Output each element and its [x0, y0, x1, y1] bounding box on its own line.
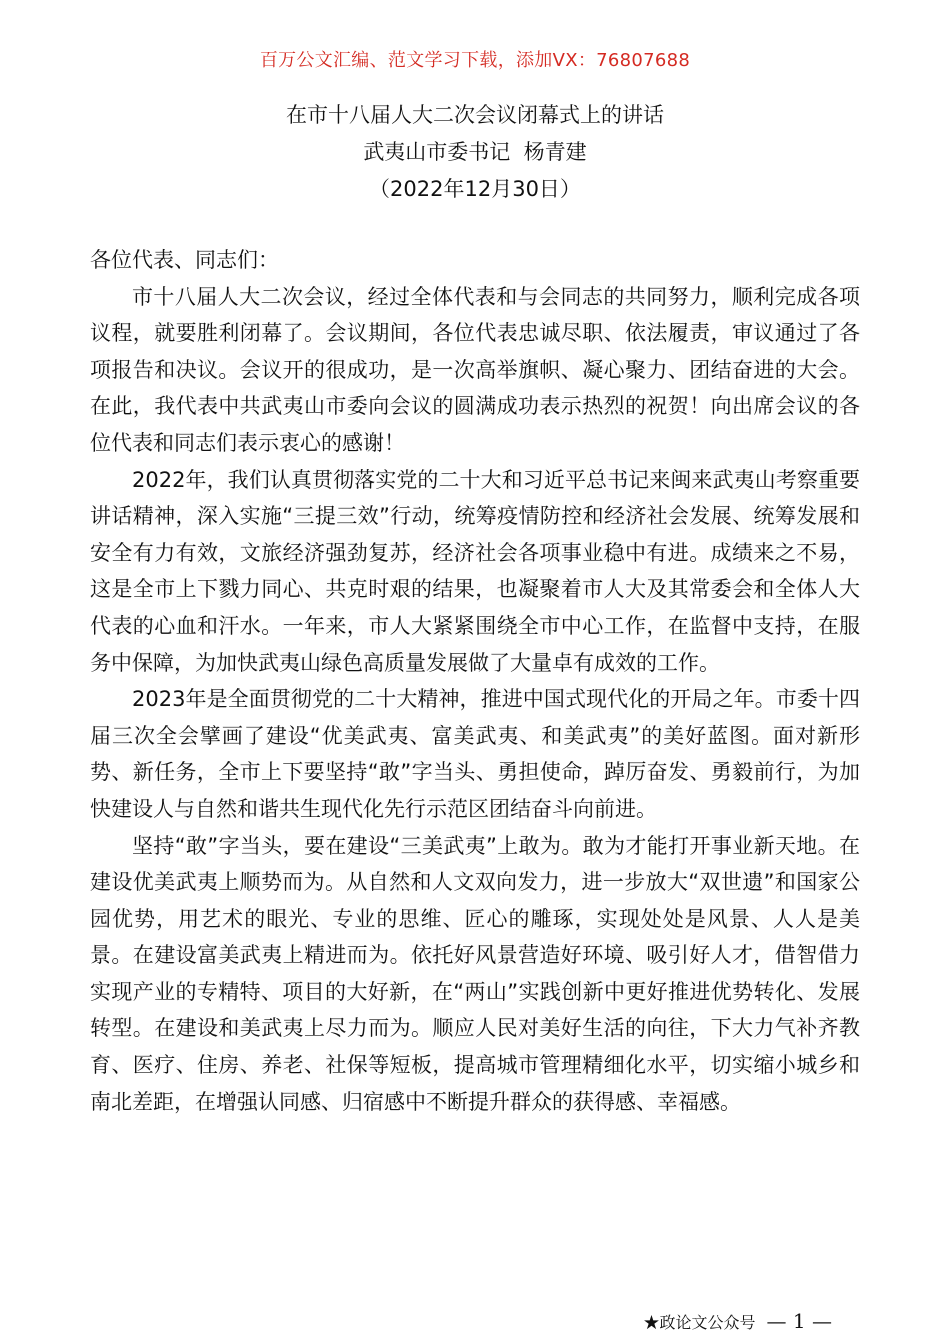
paragraph: 坚持“敢”字当头，要在建设“三美武夷”上敢为。敢为才能打开事业新天地。在建设优美武夷上顺势而为。从自然和人文双向发力，进一步放大“双世遗”和国家公园优势，用艺术的眼光、专业的思维、匠心的雕琢，实现处处是风景、人人是美景。在建设富美武夷上精进而为。依托好风景营造好环境、吸引好人才，借智借力实现产业的专精特、项目的大好新，在“两山”实践创新中更好推进优势转化、发展转型。在建设和美武夷上尽力而为。顺应人民对美好生活的向往，下大力气补齐教育、医疗、住房、养老、社保等短板，提高城市管理精细化水平，切实缩小城乡和南北差距，在增强认同感、归宿感中不断提升群众的获得感、幸福感。 [90, 833, 860, 1114]
watermark-banner: 百万公文汇编、范文学习下载，添加VX：76807688 [259, 50, 691, 71]
title-block [0, 97, 950, 208]
paragraph: 2023年是全面贯彻党的二十大精神，推进中国式现代化的开局之年。市委十四届三次全会擘画了建设“优美武夷、富美武夷、和美武夷”的美好蓝图。面对新形势、新任务，全市上下要坚持“敢”字当头、勇担使命，踔厉奋发、勇毅前行，为加快建设人与自然和谐共生现代化先行示范区团结奋斗向前进。 [90, 687, 860, 821]
document-body [90, 242, 860, 1120]
paragraph: 2022年，我们认真贯彻落实党的二十大和习近平总书记来闽来武夷山考察重要讲话精神，深入实施“三提三效”行动，统筹疫情防控和经济社会发展、统筹发展和安全有力有效，文旅经济强劲复苏，经济社会各项事业稳中有进。成绩来之不易，这是全市上下戮力同心、共克时艰的结果，也凝聚着市人大及其常委会和全体人大代表的心血和汗水。一年来，市人大紧紧围绕全市中心工作，在监督中支持，在服务中保障，为加快武夷山绿色高质量发展做了大量卓有成效的工作。 [90, 467, 860, 675]
salutation: 各位代表、同志们： [90, 248, 279, 272]
page-footer [643, 1309, 832, 1333]
footer-source: ★政论文公众号 [643, 1313, 756, 1332]
page-number: — 1 — [766, 1309, 832, 1333]
paragraph: 市十八届人大二次会议，经过全体代表和与会同志的共同努力，顺利完成各项议程，就要胜利闭幕了。会议期间，各位代表忠诚尽职、依法履责，审议通过了各项报告和决议。会议开的很成功，是一次高举旗帜、凝心聚力、团结奋进的大会。在此，我代表中共武夷山市委向会议的圆满成功表示热烈的祝贺！向出席会议的各位代表和同志们表示衷心的感谢！ [90, 284, 860, 455]
document-title: 在市十八届人大二次会议闭幕式上的讲话 [286, 103, 664, 127]
author-line: 武夷山市委书记 杨青建 [363, 140, 587, 164]
date-line: （2022年12月30日） [369, 177, 581, 201]
